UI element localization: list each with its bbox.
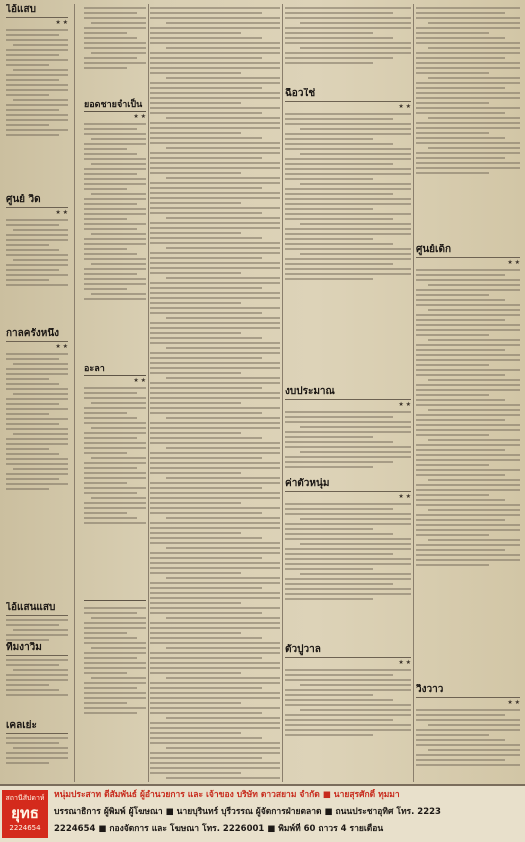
imprint-line-2: บรรณาธิการ ผู้พิมพ์ ผู้โฆษณา ■ นายบุรินทร์ บุรีวรรณ ผู้จัดการฝ่ายตลาด ■ ถนนประชาอุทิศ โทร. 2223	[54, 807, 441, 817]
article-heading: ทีมงาวิ่ม	[6, 642, 68, 656]
article-heading: ศูนย์ วิด	[6, 194, 68, 208]
logo-subtitle: สถานีสัปดาห์	[5, 794, 45, 802]
rating-stars: ★ ★	[133, 377, 146, 384]
column-1	[6, 4, 68, 782]
article-body	[84, 607, 146, 714]
article-heading: งบประมาณ	[285, 386, 411, 400]
article-budget	[285, 386, 411, 471]
rating-stars: ★ ★	[55, 343, 68, 350]
rating-stars: ★ ★	[507, 699, 520, 706]
article-body	[6, 659, 68, 696]
article-heading: เคลเย่ะ	[6, 720, 68, 734]
article-heading: กาลครั้งหนึ่ง	[6, 328, 68, 342]
rating-stars: ★ ★	[133, 113, 146, 120]
logo-phone: 2224654	[9, 824, 41, 832]
article-continued	[84, 604, 146, 717]
imprint-line-1: หนุ่มประสาท ดีสัมพันธ์ ผู้อำนวยการ และ เจ้าของ บริษัท ดาวสยาม จำกัด ■ นายสุรศักดิ์ ทุมมา	[54, 790, 400, 800]
article-body	[84, 7, 146, 69]
article-body	[285, 503, 411, 600]
section-divider	[84, 600, 146, 601]
column-divider	[148, 4, 149, 782]
article-tua-poo	[285, 644, 411, 739]
article-heading: อะลา	[84, 364, 146, 376]
imprint-line-3: 2224654 ■ กองจัดการ และ โฆษณา โทร. 2226001 ■ พิมพ์ที่ 60 ถาวร 4 รายเดือน	[54, 824, 384, 834]
article-continued	[285, 4, 411, 67]
article-aesaen	[6, 602, 68, 644]
article-continued	[416, 4, 520, 177]
article-body	[416, 709, 520, 766]
article-heading: ไอ้แสนแสบ	[6, 602, 68, 616]
rating-stars: ★ ★	[55, 19, 68, 26]
article-chue-wai	[285, 88, 411, 283]
article-continued	[84, 4, 146, 72]
rating-stars: ★ ★	[398, 401, 411, 408]
article-aesab	[6, 4, 68, 139]
article-body	[6, 29, 68, 136]
column-divider	[74, 4, 75, 782]
article-body	[285, 669, 411, 736]
article-wing-wao	[416, 684, 520, 769]
article-body	[285, 411, 411, 468]
article-body	[6, 353, 68, 490]
rating-stars: ★ ★	[398, 659, 411, 666]
article-heading: ฉือวใช่	[285, 88, 411, 102]
article-body	[285, 113, 411, 280]
column-5	[416, 4, 520, 782]
article-body	[6, 619, 68, 641]
article-sun-dek	[416, 244, 520, 569]
article-body	[6, 219, 68, 286]
column-2	[84, 4, 146, 782]
article-body	[6, 737, 68, 764]
newspaper-logo	[2, 790, 48, 838]
column-divider	[282, 4, 283, 782]
article-ala	[84, 364, 146, 527]
column-4	[285, 4, 411, 782]
article-heading: ยอดชายจำเป็น	[84, 100, 146, 112]
article-body	[416, 7, 520, 174]
rating-stars: ★ ★	[507, 259, 520, 266]
article-body	[84, 387, 146, 524]
article-team	[6, 642, 68, 699]
article-body	[285, 7, 411, 64]
column-divider	[413, 4, 414, 782]
article-body	[416, 269, 520, 566]
article-kle	[6, 720, 68, 767]
logo-title: ยุทธ	[11, 804, 39, 822]
column-3	[150, 4, 280, 782]
article-long-body	[150, 4, 280, 782]
rating-stars: ★ ★	[55, 209, 68, 216]
article-body	[84, 123, 146, 300]
article-heading: วิงวาว	[416, 684, 520, 698]
rating-stars: ★ ★	[398, 103, 411, 110]
article-heading: ตัวปูวาล	[285, 644, 411, 658]
article-heading: ค่าตัวหนุ่ม	[285, 478, 411, 492]
article-body	[150, 7, 280, 782]
article-heading: ศูนย์เด็ก	[416, 244, 520, 258]
article-heading: ไอ้แสบ	[6, 4, 68, 18]
article-sun-wit	[6, 194, 68, 289]
rating-stars: ★ ★	[398, 493, 411, 500]
masthead-footer	[0, 784, 525, 842]
article-yod-chai	[84, 100, 146, 303]
article-kan-krang	[6, 328, 68, 493]
article-kha-tua	[285, 478, 411, 603]
